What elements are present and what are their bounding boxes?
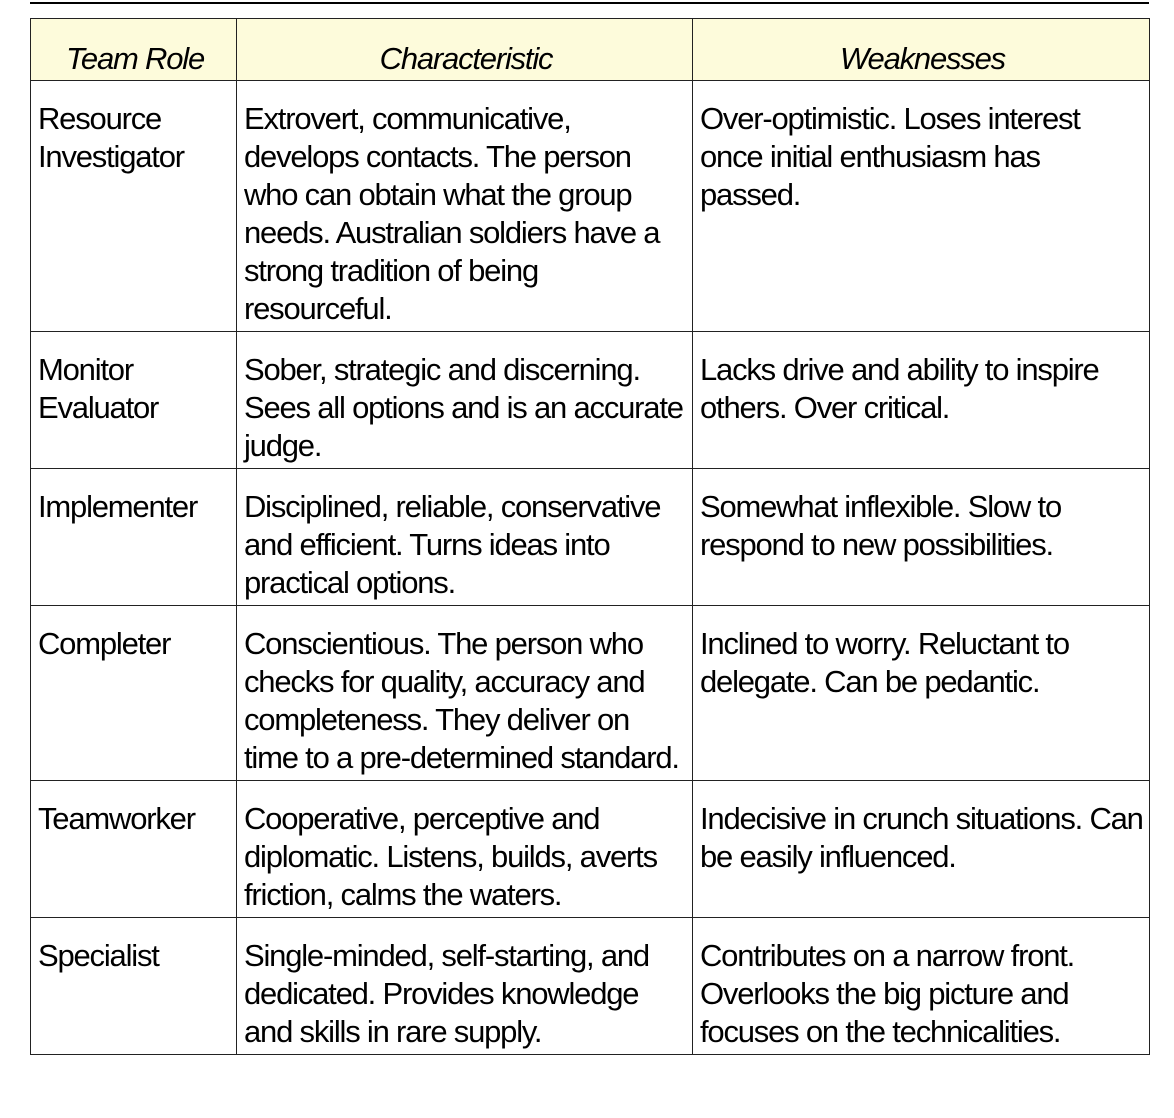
table-header xyxy=(31,19,1150,81)
team-role-cell: Completer xyxy=(31,606,237,781)
weaknesses-cell: Lacks drive and ability to inspire others. Over critical. xyxy=(693,332,1150,469)
characteristic-cell: Disciplined, reliable, conservative and efficient. Turns ideas into practical options. xyxy=(237,469,693,606)
characteristic-cell: Single-minded, self-starting, and dedicated. Provides knowledge and skills in rare supply. xyxy=(237,918,693,1055)
team-role-cell: Teamworker xyxy=(31,781,237,918)
team-role-cell: Specialist xyxy=(31,918,237,1055)
table-row-specialist xyxy=(31,918,1150,1055)
table-row-resource-investigator xyxy=(31,81,1150,332)
characteristic-cell: Sober, strategic and discerning. Sees all options and is an accurate judge. xyxy=(237,332,693,469)
table-row-teamworker xyxy=(31,781,1150,918)
weaknesses-cell: Somewhat inflexible. Slow to respond to new possibilities. xyxy=(693,469,1150,606)
table-row-implementer xyxy=(31,469,1150,606)
header-weaknesses: Weaknesses xyxy=(693,19,1150,81)
characteristic-cell: Extrovert, communicative, develops contacts. The person who can obtain what the group needs. Australian soldiers have a strong tradition of being resourceful. xyxy=(237,81,693,332)
weaknesses-cell: Indecisive in crunch situations. Can be easily influenced. xyxy=(693,781,1150,918)
table-row-completer xyxy=(31,606,1150,781)
table-row-monitor-evaluator xyxy=(31,332,1150,469)
weaknesses-cell: Inclined to worry. Reluctant to delegate. Can be pedantic. xyxy=(693,606,1150,781)
weaknesses-cell: Over-optimistic. Loses interest once initial enthusiasm has passed. xyxy=(693,81,1150,332)
characteristic-cell: Conscientious. The person who checks for quality, accuracy and completeness. They deliver on time to a pre-determined standard. xyxy=(237,606,693,781)
weaknesses-cell: Contributes on a narrow front. Overlooks the big picture and focuses on the technicalities. xyxy=(693,918,1150,1055)
team-role-cell: Resource Investigator xyxy=(31,81,237,332)
header-row xyxy=(31,19,1150,81)
table-body xyxy=(31,81,1150,1055)
top-rule xyxy=(30,2,1149,4)
team-roles-table xyxy=(30,18,1150,1055)
team-role-cell: Monitor Evaluator xyxy=(31,332,237,469)
header-team-role: Team Role xyxy=(31,19,237,81)
team-role-cell: Implementer xyxy=(31,469,237,606)
characteristic-cell: Cooperative, perceptive and diplomatic. Listens, builds, averts friction, calms the waters. xyxy=(237,781,693,918)
header-characteristic: Characteristic xyxy=(237,19,693,81)
